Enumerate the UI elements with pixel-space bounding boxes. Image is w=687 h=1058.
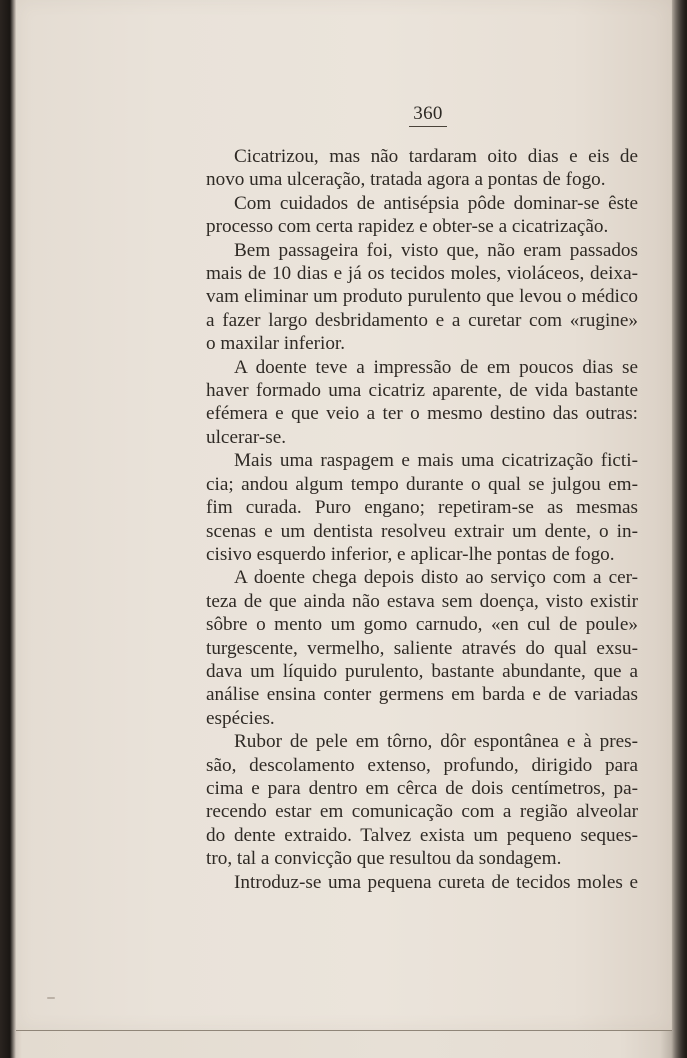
text-line: tro, tal a convicção que resultou da sondagem. (206, 848, 562, 870)
scan-speck (47, 997, 55, 999)
text-line: vam eliminar um produto purulento que levou o médico (206, 286, 638, 308)
text-line: Mais uma raspagem e mais uma cicatrização ficti- (234, 450, 638, 472)
text-line: Rubor de pele em tôrno, dôr espontânea e à pres- (234, 731, 638, 753)
text-line: cia; andou algum tempo durante o qual se julgou em- (206, 473, 638, 495)
text-line: dava um líquido purulento, bastante abundante, que a (206, 660, 638, 682)
text-line: a fazer largo desbridamento e a curetar com «rugine» (206, 309, 638, 331)
text-line: turgescente, vermelho, saliente através do qual exsu- (206, 637, 638, 659)
text-line: A doente teve a impressão de em poucos dias se (234, 356, 638, 378)
text-line: Com cuidados de antisépsia pôde dominar-se êste (234, 192, 638, 214)
text-line: teza de que ainda não estava sem doença, visto existir (206, 590, 638, 612)
text-line: espécies. (206, 707, 275, 729)
text-line: do dente extraido. Talvez exista um pequeno seques- (206, 824, 638, 846)
text-line: Cicatrizou, mas não tardaram oito dias e eis de (234, 146, 638, 167)
page-number: 360 (409, 104, 446, 127)
text-line: haver formado uma cicatriz aparente, de vida bastante (206, 380, 638, 402)
text-line: A doente chega depois disto ao serviço com a cer- (234, 567, 638, 589)
text-line: fim curada. Puro engano; repetiram-se as mesmas (206, 497, 638, 519)
text-line: sôbre o mento um gomo carnudo, «en cul de poule» (206, 614, 638, 636)
page-number-container (397, 104, 459, 127)
text-line: o maxilar inferior. (206, 333, 346, 355)
text-line: ulcerar-se. (206, 426, 287, 448)
text-line: cima e para dentro em cêrca de dois centímetros, pa- (206, 777, 638, 799)
text-line: Bem passageira foi, visto que, não eram passados (234, 239, 638, 261)
text-line: mais de 10 dias e já os tecidos moles, violáceos, deixa- (206, 263, 638, 285)
document-page (16, 0, 672, 1031)
text-line: análise ensina conter germens em barda e de variadas (206, 684, 638, 706)
text-line: novo uma ulceração, tratada agora a pontas de fogo. (206, 169, 606, 191)
text-line: processo com certa rapidez e obter-se a cicatrização. (206, 216, 609, 238)
body-text (206, 145, 638, 894)
text-line: Introduz-se uma pequena cureta de tecidos moles e (234, 871, 638, 893)
text-line: recendo estar em comunicação com a região alveolar (206, 801, 638, 823)
text-line: são, descolamento extenso, profundo, dirigido para (206, 754, 638, 776)
text-line: cisivo esquerdo inferior, e aplicar-lhe pontas de fogo. (206, 543, 615, 565)
text-line: efémera e que veio a ter o mesmo destino das outras: (206, 403, 638, 425)
text-line: scenas e um dentista resolveu extrair um dente, o in- (206, 520, 638, 542)
